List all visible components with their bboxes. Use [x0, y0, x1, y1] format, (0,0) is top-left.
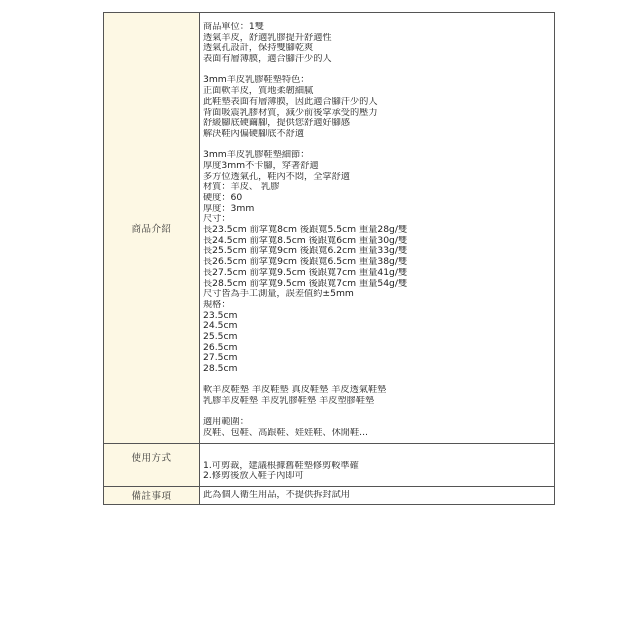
product-intro-content [200, 13, 554, 443]
text-line: 3mm羊皮乳膠鞋墊特色： [203, 75, 310, 86]
product-intro-row [104, 13, 554, 444]
usage-content [200, 444, 554, 486]
text-line: 此為個人衛生用品，不提供拆封試用 [203, 489, 350, 500]
text-line: 皮鞋、包鞋、高跟鞋、娃娃鞋、休閒鞋... [203, 428, 368, 439]
text-line: 尺寸： [203, 214, 231, 225]
text-line: 3mm羊皮乳膠鞋墊細節： [203, 150, 310, 161]
blank-line [203, 450, 552, 461]
product-info-table [103, 12, 555, 505]
text-line: 長23.5cm 前掌寬8cm 後跟寬5.5cm 重量28g/雙 [203, 225, 408, 236]
text-line: 多方位透氣孔，鞋內不悶，全掌舒適 [203, 171, 350, 182]
text-line: 此鞋墊表面有層薄膜，因此適合腳汗少的人 [203, 96, 378, 107]
blank-line [203, 407, 552, 418]
usage-row [104, 444, 554, 487]
text-line: 表面有層薄膜，適合腳汗少的人 [203, 54, 332, 65]
text-line: 長25.5cm 前掌寬9cm 後跟寬6.2cm 重量33g/雙 [203, 246, 408, 257]
notes-row [104, 487, 554, 505]
text-line: 透氣羊皮，舒適乳膠提升舒適性 [203, 32, 332, 43]
text-line: 解決鞋內偏硬腳底不舒適 [203, 128, 305, 139]
text-line: 尺寸皆為手工測量，誤差值約±5mm [203, 289, 354, 300]
notes-content [200, 487, 554, 504]
text-line: 規格： [203, 299, 231, 310]
notes-label: 備註事項 [104, 487, 200, 504]
text-line: 舒緩腳底硬繭腳，提供您舒適好腳感 [203, 118, 350, 129]
usage-label: 使用方式 [104, 444, 200, 486]
text-line: 長26.5cm 前掌寬9cm 後跟寬6.5cm 重量38g/雙 [203, 257, 408, 268]
blank-line [203, 65, 552, 76]
text-line: 2.修剪後放入鞋子內即可 [203, 471, 304, 482]
text-line: 商品單位：1雙 [203, 22, 264, 32]
text-line: 適用範圍： [203, 417, 249, 428]
text-line: 1.可剪裁，建議根據舊鞋墊修剪較準確 [203, 460, 359, 471]
text-line: 背面吸震乳膠材質，減少前後掌承受的壓力 [203, 107, 378, 118]
text-line: 24.5cm [203, 321, 238, 332]
text-line: 軟羊皮鞋墊 羊皮鞋墊 真皮鞋墊 羊皮透氣鞋墊 [203, 385, 387, 396]
text-line: 長27.5cm 前掌寬9.5cm 後跟寬7cm 重量41g/雙 [203, 267, 408, 278]
text-line: 厚度：3mm [203, 203, 255, 214]
text-line: 厚度3mm不卡腳，穿著舒適 [203, 160, 319, 171]
text-line: 透氣孔設計，保持雙腳乾爽 [203, 43, 314, 54]
text-line: 26.5cm [203, 342, 238, 353]
text-line: 23.5cm [203, 310, 238, 321]
blank-line [203, 140, 552, 151]
text-line: 長24.5cm 前掌寬8.5cm 後跟寬6cm 重量30g/雙 [203, 235, 408, 246]
text-line: 27.5cm [203, 353, 238, 364]
text-line: 硬度：60 [203, 193, 243, 203]
text-line: 28.5cm [203, 364, 238, 374]
product-intro-label: 商品介紹 [104, 13, 200, 443]
text-line: 材質：羊皮、 乳膠 [203, 182, 280, 193]
text-line: 25.5cm [203, 331, 238, 342]
text-line: 長28.5cm 前掌寬9.5cm 後跟寬7cm 重量54g/雙 [203, 278, 408, 289]
text-line: 乳膠羊皮鞋墊 羊皮乳膠鞋墊 羊皮塑膠鞋墊 [203, 396, 375, 407]
blank-line [203, 375, 552, 386]
text-line: 正面軟羊皮，質地柔韌細膩 [203, 86, 314, 97]
